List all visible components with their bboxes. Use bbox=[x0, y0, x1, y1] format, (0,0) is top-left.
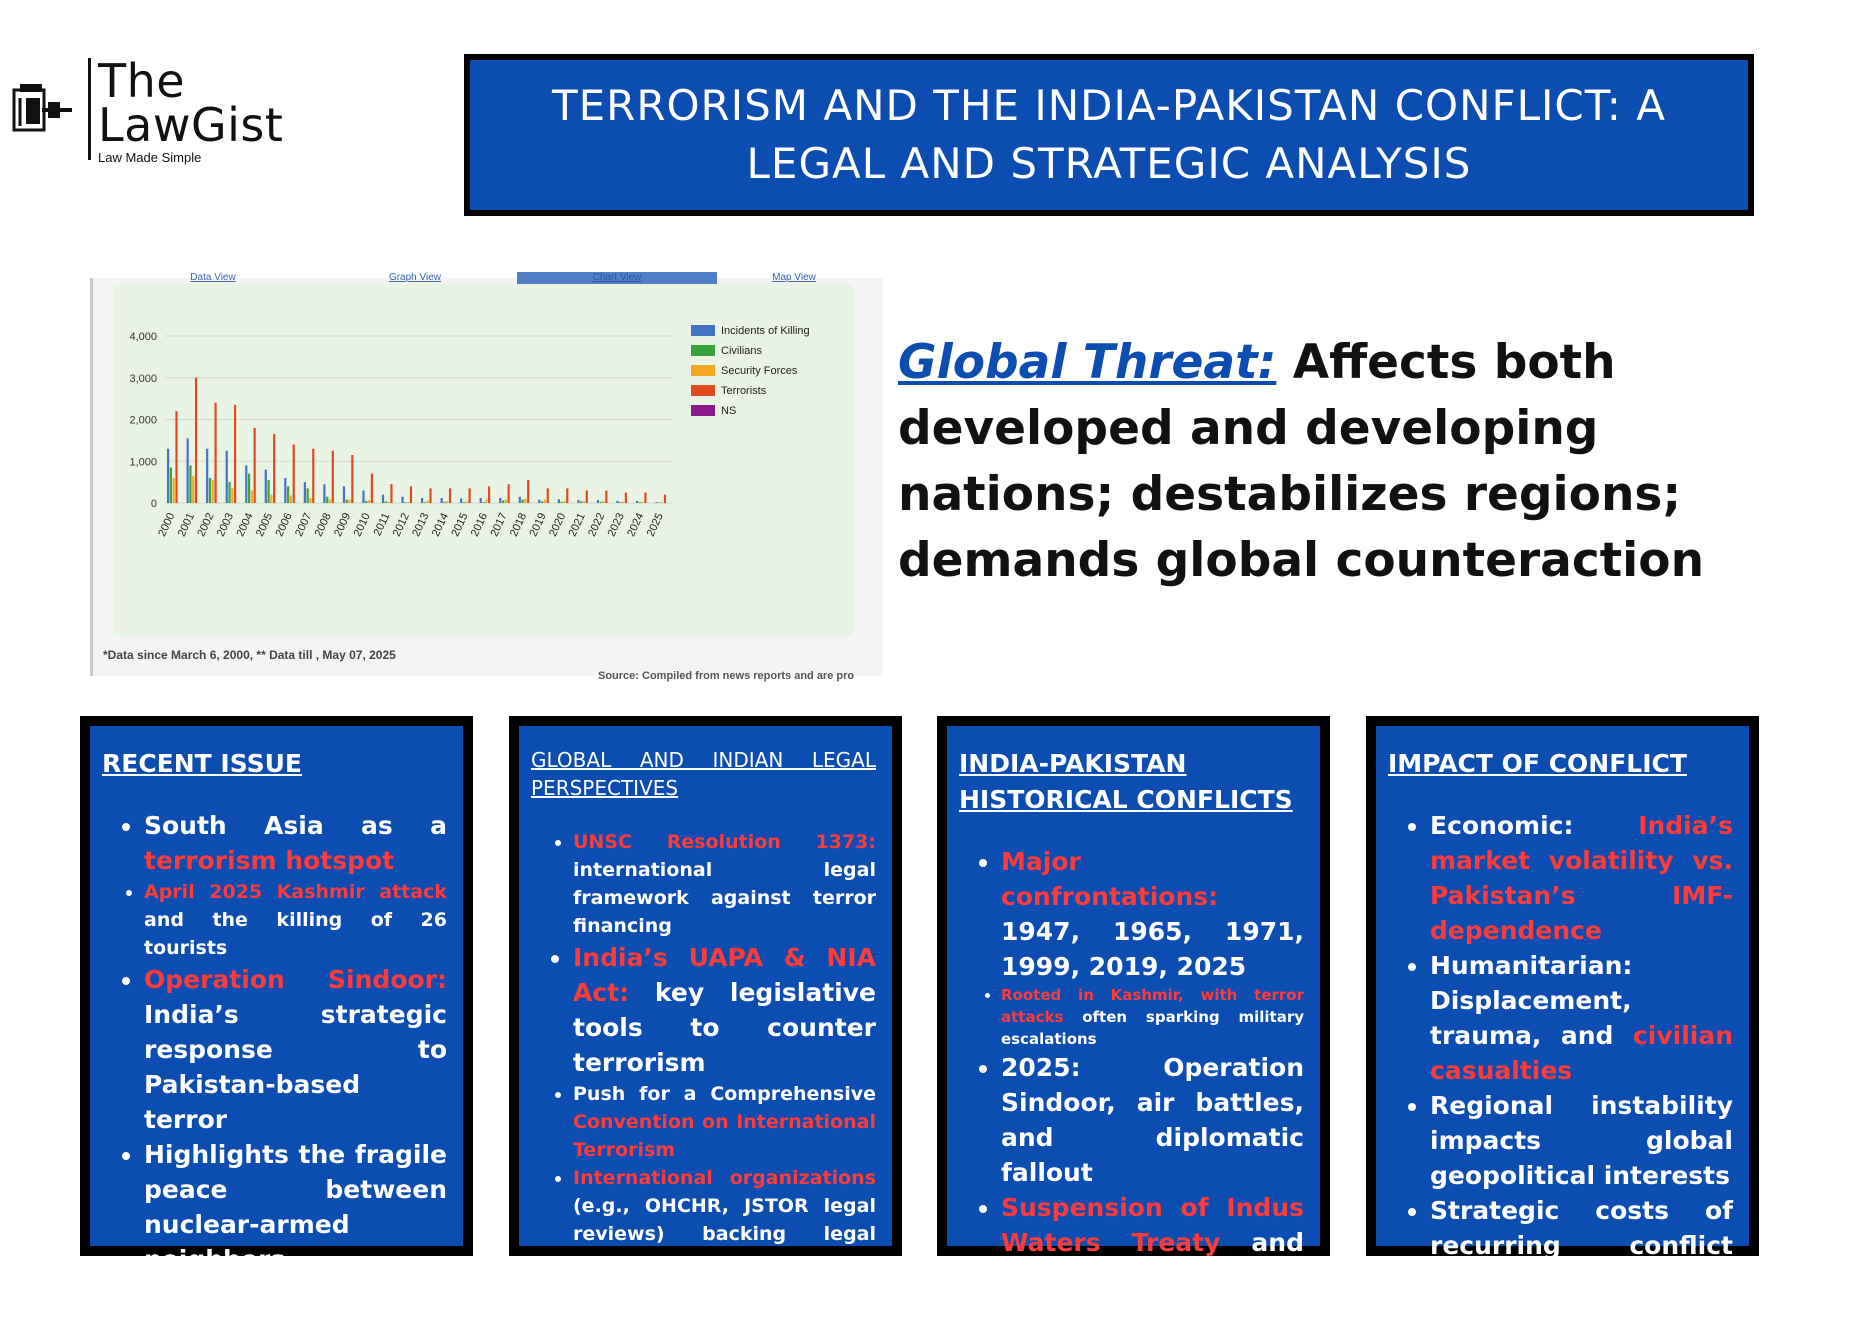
bar bbox=[644, 493, 646, 503]
bar bbox=[508, 484, 510, 503]
bar bbox=[600, 502, 602, 503]
legend-label: NS bbox=[721, 405, 736, 417]
bar bbox=[541, 501, 543, 503]
impact-of-conflict-title: IMPACT OF CONFLICT bbox=[1388, 746, 1733, 782]
chart-tabs bbox=[113, 278, 868, 284]
global-threat-lead: Global Threat: bbox=[898, 335, 1276, 390]
list-item: • International organizations (e.g., OHCHR, JSTOR legal reviews) backing legal measures bbox=[573, 1164, 876, 1276]
list-item: • Regional instability impacts global geopolitical interests bbox=[1430, 1088, 1733, 1193]
y-tick-label: 0 bbox=[151, 498, 157, 510]
bar bbox=[209, 478, 211, 503]
bar bbox=[309, 498, 311, 503]
brand-name-line1: The bbox=[98, 58, 185, 104]
bar bbox=[466, 501, 468, 503]
bar bbox=[388, 502, 390, 503]
bar bbox=[427, 500, 429, 503]
bar bbox=[351, 455, 353, 503]
bar bbox=[597, 500, 599, 503]
law-book-icon bbox=[12, 80, 76, 138]
bar bbox=[348, 500, 350, 503]
logo-divider bbox=[88, 58, 91, 160]
recent-issue-box bbox=[80, 716, 473, 1256]
bar bbox=[346, 500, 348, 503]
y-tick-label: 4,000 bbox=[129, 331, 157, 343]
bar bbox=[561, 502, 563, 503]
x-tick-label: 2025 bbox=[645, 511, 666, 538]
bar bbox=[368, 500, 370, 503]
bar bbox=[655, 502, 657, 503]
bar bbox=[424, 502, 426, 503]
x-tick-label: 2021 bbox=[567, 511, 588, 538]
x-tick-label: 2005 bbox=[254, 511, 275, 538]
brand-logo bbox=[12, 58, 282, 168]
x-tick-label: 2009 bbox=[332, 511, 353, 538]
bar bbox=[446, 501, 448, 503]
historical-conflicts-list bbox=[959, 844, 1304, 1330]
y-tick-label: 1,000 bbox=[129, 456, 157, 468]
x-tick-label: 2010 bbox=[352, 511, 373, 538]
brand-tagline: Law Made Simple bbox=[98, 150, 201, 165]
bar bbox=[234, 405, 236, 503]
x-tick-label: 2016 bbox=[469, 511, 490, 538]
bar bbox=[480, 498, 482, 503]
bar bbox=[189, 465, 191, 503]
bar bbox=[385, 501, 387, 503]
legend-swatch bbox=[691, 345, 715, 356]
bar bbox=[323, 484, 325, 503]
legend-label: Incidents of Killing bbox=[721, 325, 810, 337]
bar bbox=[293, 445, 295, 503]
bar bbox=[248, 474, 250, 503]
bar bbox=[468, 488, 470, 503]
legal-perspectives-list bbox=[531, 828, 876, 1276]
x-tick-label: 2003 bbox=[215, 511, 236, 538]
list-item: • UNSC Resolution 1373: international legal framework against terror financing bbox=[573, 828, 876, 940]
bar bbox=[362, 490, 364, 503]
bar bbox=[625, 493, 627, 503]
bar bbox=[605, 490, 607, 503]
x-tick-label: 2023 bbox=[606, 511, 627, 538]
bar bbox=[365, 501, 367, 503]
bar bbox=[636, 501, 638, 503]
bar bbox=[449, 488, 451, 503]
bar bbox=[170, 468, 172, 503]
bar bbox=[304, 482, 306, 503]
bar bbox=[371, 474, 373, 503]
bar bbox=[602, 501, 604, 503]
tab-data-view[interactable]: Data View bbox=[113, 272, 313, 284]
bar bbox=[586, 490, 588, 503]
list-item: • Strategic costs of recurring conflict cycles bbox=[1430, 1193, 1733, 1298]
bar bbox=[265, 470, 267, 503]
bar bbox=[429, 488, 431, 503]
tab-chart-view[interactable]: Chart View bbox=[517, 272, 717, 284]
chart-source: Source: Compiled from news reports and are pro bbox=[598, 670, 854, 682]
bar bbox=[287, 486, 289, 503]
legend-swatch bbox=[691, 365, 715, 376]
bar bbox=[485, 500, 487, 503]
bar bbox=[577, 500, 579, 503]
bar bbox=[206, 449, 208, 503]
bar bbox=[167, 449, 169, 503]
bar bbox=[488, 486, 490, 503]
bar bbox=[254, 428, 256, 503]
bar bbox=[332, 451, 334, 503]
impact-of-conflict-box bbox=[1366, 716, 1759, 1256]
bar bbox=[524, 499, 526, 503]
bar bbox=[267, 480, 269, 503]
chart-note: *Data since March 6, 2000, ** Data till , May 07, 2025 bbox=[103, 648, 396, 662]
list-item: • April 2025 Kashmir attack and the killing of 26 tourists bbox=[144, 878, 447, 962]
bar bbox=[343, 486, 345, 503]
x-tick-label: 2000 bbox=[156, 511, 177, 538]
bar bbox=[404, 502, 406, 503]
bar bbox=[558, 499, 560, 503]
bar bbox=[616, 501, 618, 503]
bar bbox=[390, 484, 392, 503]
bar bbox=[410, 486, 412, 503]
bar bbox=[226, 451, 228, 503]
historical-conflicts-title: INDIA-PAKISTAN HISTORICAL CONFLICTS bbox=[959, 746, 1304, 818]
x-tick-label: 2011 bbox=[372, 511, 393, 538]
bar bbox=[639, 502, 641, 503]
legend-label: Security Forces bbox=[721, 365, 798, 377]
bar-chart bbox=[93, 278, 883, 676]
legend-swatch bbox=[691, 325, 715, 336]
bar bbox=[175, 411, 177, 503]
bar bbox=[563, 501, 565, 503]
bar bbox=[502, 500, 504, 503]
x-tick-label: 2019 bbox=[527, 511, 548, 538]
x-tick-label: 2024 bbox=[625, 511, 646, 538]
list-item: • South Asia as a terrorism hotspot bbox=[144, 808, 447, 878]
x-tick-label: 2017 bbox=[488, 511, 509, 538]
bar bbox=[583, 501, 585, 503]
list-item: • India’s UAPA & NIA Act: key legislative tools to counter terrorism bbox=[573, 940, 876, 1080]
legend-swatch bbox=[691, 405, 715, 416]
x-tick-label: 2002 bbox=[195, 511, 216, 538]
bar bbox=[619, 502, 621, 503]
bar bbox=[547, 488, 549, 503]
bar bbox=[407, 502, 409, 503]
bar bbox=[499, 498, 501, 503]
legend-label: Terrorists bbox=[721, 385, 767, 397]
legend-swatch bbox=[691, 385, 715, 396]
bar bbox=[307, 488, 309, 503]
page-title: TERRORISM AND THE INDIA-PAKISTAN CONFLICT: A LEGAL AND STRATEGIC ANALYSIS bbox=[530, 77, 1688, 193]
impact-of-conflict-list bbox=[1388, 808, 1733, 1298]
bar bbox=[544, 500, 546, 503]
brand-name-line2: LawGist bbox=[98, 102, 283, 148]
list-item: • Suspension of Indus Waters Treaty and heightened global concern. bbox=[1001, 1190, 1304, 1330]
x-tick-label: 2020 bbox=[547, 511, 568, 538]
list-item: • Rooted in Kashmir, with terror attacks often sparking military escalations bbox=[1001, 984, 1304, 1050]
bar bbox=[443, 502, 445, 503]
tab-graph-view[interactable]: Graph View bbox=[315, 272, 515, 284]
y-tick-label: 2,000 bbox=[129, 415, 157, 427]
bar bbox=[664, 495, 666, 503]
x-tick-label: 2004 bbox=[234, 511, 255, 538]
x-tick-label: 2018 bbox=[508, 511, 529, 538]
bar bbox=[329, 499, 331, 503]
bar bbox=[622, 502, 624, 503]
bar bbox=[228, 482, 230, 503]
historical-conflicts-box bbox=[937, 716, 1330, 1256]
bar bbox=[566, 488, 568, 503]
bar bbox=[270, 495, 272, 503]
bar bbox=[290, 495, 292, 503]
list-item: • Economic: India’s market volatility vs. Pakistan’s IMF-dependence bbox=[1430, 808, 1733, 948]
list-item: • Major confrontations: 1947, 1965, 1971, 1999, 2019, 2025 bbox=[1001, 844, 1304, 984]
y-tick-label: 3,000 bbox=[129, 373, 157, 385]
bar bbox=[538, 500, 540, 503]
bar bbox=[284, 478, 286, 503]
x-tick-label: 2006 bbox=[273, 511, 294, 538]
bar bbox=[661, 502, 663, 503]
bar bbox=[214, 403, 216, 503]
bar bbox=[441, 498, 443, 503]
bar bbox=[187, 438, 189, 503]
bar bbox=[460, 498, 462, 503]
list-item: • Humanitarian: Displacement, trauma, and civilian casualties bbox=[1430, 948, 1733, 1088]
tab-map-view[interactable]: Map View bbox=[719, 272, 869, 284]
global-threat-body: Affects both developed and developing nations; destabilizes regions; demands global counteraction bbox=[898, 335, 1704, 588]
x-tick-label: 2001 bbox=[176, 511, 197, 538]
bar bbox=[505, 500, 507, 503]
bar bbox=[580, 501, 582, 503]
bar bbox=[527, 480, 529, 503]
list-item: • Push for a Comprehensive Convention on International Terrorism bbox=[573, 1080, 876, 1164]
bar bbox=[642, 502, 644, 503]
x-tick-label: 2012 bbox=[391, 511, 412, 538]
x-tick-label: 2013 bbox=[410, 511, 431, 538]
bar bbox=[212, 480, 214, 503]
bar bbox=[421, 498, 423, 503]
bar bbox=[463, 502, 465, 503]
bar bbox=[482, 502, 484, 503]
recent-issue-list bbox=[102, 808, 447, 1277]
list-item: • Operation Sindoor: India’s strategic response to Pakistan-based terror bbox=[144, 962, 447, 1137]
bar bbox=[326, 497, 328, 503]
bar bbox=[231, 488, 233, 503]
list-item: • Highlights the fragile peace between nuclear-armed neighbors bbox=[144, 1137, 447, 1277]
x-tick-label: 2008 bbox=[313, 511, 334, 538]
x-tick-label: 2022 bbox=[586, 511, 607, 538]
legal-perspectives-title: GLOBAL AND INDIAN LEGAL PERSPECTIVES bbox=[531, 746, 876, 802]
global-threat-statement bbox=[898, 330, 1788, 594]
bar bbox=[195, 378, 197, 503]
x-tick-label: 2007 bbox=[293, 511, 314, 538]
page-title-banner bbox=[464, 54, 1754, 216]
bar bbox=[382, 495, 384, 503]
bar bbox=[519, 497, 521, 503]
chart-screenshot bbox=[90, 278, 883, 676]
bar bbox=[521, 500, 523, 503]
bar bbox=[312, 449, 314, 503]
x-tick-label: 2014 bbox=[430, 511, 451, 538]
bar bbox=[273, 434, 275, 503]
bar bbox=[245, 465, 247, 503]
list-item: • 2025: Operation Sindoor, air battles, and diplomatic fallout bbox=[1001, 1050, 1304, 1190]
recent-issue-title: RECENT ISSUE bbox=[102, 746, 447, 782]
bar bbox=[251, 490, 253, 503]
bar bbox=[401, 497, 403, 503]
bar bbox=[192, 476, 194, 503]
bar bbox=[173, 478, 175, 503]
x-tick-label: 2015 bbox=[449, 511, 470, 538]
legal-perspectives-box bbox=[509, 716, 902, 1256]
legend-label: Civilians bbox=[721, 345, 762, 357]
